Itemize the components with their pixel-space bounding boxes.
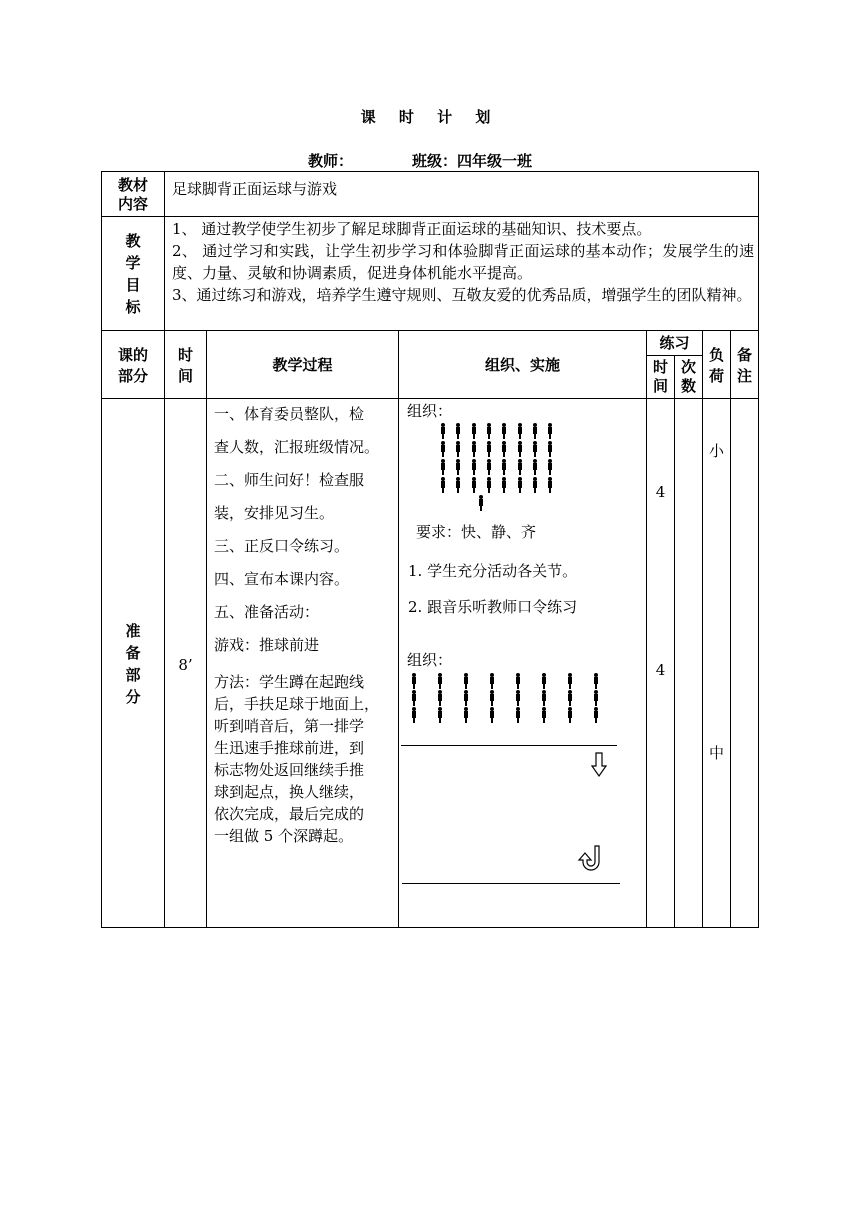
process-line: 查人数，汇报班级情况。 — [214, 438, 380, 456]
student-figure-icon — [547, 423, 553, 439]
return-arrow-icon — [577, 844, 603, 872]
step-1: 1. 学生充分活动各关节。 — [408, 562, 578, 580]
student-figure-icon — [567, 707, 573, 723]
student-figure-icon — [463, 707, 469, 723]
header-process: 教学过程 — [272, 356, 333, 374]
student-figure-icon — [463, 690, 469, 706]
student-figure-icon — [440, 477, 446, 493]
load-1: 小 — [708, 442, 724, 460]
student-figure-icon — [411, 690, 417, 706]
student-figure-icon — [541, 707, 547, 723]
down-arrow-icon — [590, 752, 608, 778]
method-line: 依次完成，最后完成的 — [214, 805, 365, 823]
method-line: 球到起点，换人继续， — [214, 783, 365, 801]
student-figure-icon — [486, 423, 492, 439]
student-figure-icon — [515, 707, 521, 723]
student-figure-icon — [547, 477, 553, 493]
prep-process — [214, 398, 396, 662]
student-figure-icon — [411, 707, 417, 723]
process-line: 五、准备活动： — [214, 603, 320, 621]
student-figure-icon — [486, 477, 492, 493]
objective-item: 2、 通过学习和实践，让学生初步学习和体验脚背正面运球的基本动作；发展学生的速度、力量、灵敏和协调素质，促进身体机能水平提高。 — [172, 242, 754, 282]
student-figure-icon — [515, 673, 521, 689]
student-figure-icon — [541, 690, 547, 706]
student-figure-icon — [517, 423, 523, 439]
process-line: 二、师生问好！检查服 — [214, 471, 365, 489]
header-organization: 组织、实施 — [484, 356, 560, 374]
org1-label: 组织： — [407, 402, 453, 420]
method-line: 标志物处返回继续手推 — [214, 761, 365, 779]
process-line: 装，安排见习生。 — [214, 504, 335, 522]
practice-time-2: 4 — [655, 661, 666, 679]
student-figure-icon — [593, 707, 599, 723]
class-label: 班级：四年级一班 — [412, 152, 533, 170]
student-figure-icon — [541, 673, 547, 689]
start-line — [401, 745, 617, 746]
student-figure-icon — [489, 707, 495, 723]
student-figure-icon — [501, 459, 507, 475]
student-figure-icon — [437, 690, 443, 706]
teacher-label: 教师： — [308, 152, 354, 170]
student-figure-icon — [471, 477, 477, 493]
objective-item: 1、 通过教学使学生初步了解足球脚背正面运球的基础知识、技术要点。 — [172, 220, 652, 238]
prep-method — [214, 671, 396, 847]
header-notes: 备 注 — [736, 346, 752, 385]
student-figure-icon — [532, 441, 538, 457]
process-line: 四、宣布本课内容。 — [214, 570, 350, 588]
student-figure-icon — [517, 441, 523, 457]
student-figure-icon — [517, 477, 523, 493]
student-figure-icon — [501, 441, 507, 457]
org2-label: 组织： — [407, 651, 453, 669]
student-figure-icon — [437, 707, 443, 723]
student-figure-icon — [471, 459, 477, 475]
page-title: 课 时 计 划 — [360, 108, 500, 126]
header-load: 负 荷 — [708, 346, 724, 385]
student-figure-icon — [463, 673, 469, 689]
method-line: 方法：学生蹲在起跑线 — [214, 673, 365, 691]
student-figure-icon — [567, 673, 573, 689]
method-line: 后，手扶足球于地面上， — [214, 695, 380, 713]
requirement: 要求：快、静、齐 — [416, 523, 537, 541]
finish-line — [402, 883, 620, 884]
objectives-list — [172, 218, 754, 306]
student-figure-icon — [411, 673, 417, 689]
student-figure-icon — [471, 441, 477, 457]
process-line: 游戏：推球前进 — [214, 636, 320, 654]
student-figure-icon — [501, 423, 507, 439]
header-practice: 练习 — [659, 334, 690, 352]
method-line: 一组做 5 个深蹲起。 — [214, 827, 354, 845]
student-figure-icon — [515, 690, 521, 706]
practice-time-1: 4 — [655, 483, 666, 501]
student-figure-icon — [486, 441, 492, 457]
material-content: 足球脚背正面运球与游戏 — [172, 180, 338, 198]
student-figure-icon — [486, 459, 492, 475]
student-figure-icon — [532, 477, 538, 493]
student-figure-icon — [455, 459, 461, 475]
prep-part-label: 准 备 部 分 — [125, 622, 141, 706]
student-figure-icon — [471, 423, 477, 439]
student-figure-icon — [489, 673, 495, 689]
method-line: 生迅速手推球前进，到 — [214, 739, 365, 757]
student-figure-icon — [593, 673, 599, 689]
objectives-label: 教 学 目 标 — [125, 232, 141, 316]
header-time: 时 间 — [177, 346, 193, 385]
process-line: 一、体育委员整队，检 — [214, 405, 365, 423]
prep-time: 8’ — [178, 656, 193, 674]
header-part: 课的 部分 — [117, 346, 148, 385]
load-2: 中 — [708, 744, 724, 762]
student-figure-icon — [532, 459, 538, 475]
student-figure-icon — [455, 441, 461, 457]
student-figure-icon — [532, 423, 538, 439]
student-figure-icon — [455, 423, 461, 439]
student-figure-icon — [437, 673, 443, 689]
step-2: 2. 跟音乐听教师口令练习 — [408, 598, 578, 616]
student-figure-icon — [547, 441, 553, 457]
student-figure-icon — [501, 477, 507, 493]
student-figure-icon — [455, 477, 461, 493]
student-figure-icon — [440, 441, 446, 457]
student-figure-icon — [440, 423, 446, 439]
student-figure-icon — [440, 459, 446, 475]
student-figure-icon — [489, 690, 495, 706]
header-practice-count: 次 数 — [680, 358, 696, 395]
material-label: 教材 内容 — [117, 176, 148, 213]
process-line: 三、正反口令练习。 — [214, 537, 350, 555]
method-line: 听到哨音后，第一排学 — [214, 717, 365, 735]
header-practice-time: 时 间 — [652, 358, 668, 395]
student-figure-icon — [567, 690, 573, 706]
student-figure-icon — [547, 459, 553, 475]
objective-item: 3、通过练习和游戏，培养学生遵守规则、互敬友爱的优秀品质，增强学生的团队精神。 — [172, 286, 752, 304]
student-figure-icon — [593, 690, 599, 706]
student-figure-icon — [478, 495, 484, 511]
student-figure-icon — [517, 459, 523, 475]
